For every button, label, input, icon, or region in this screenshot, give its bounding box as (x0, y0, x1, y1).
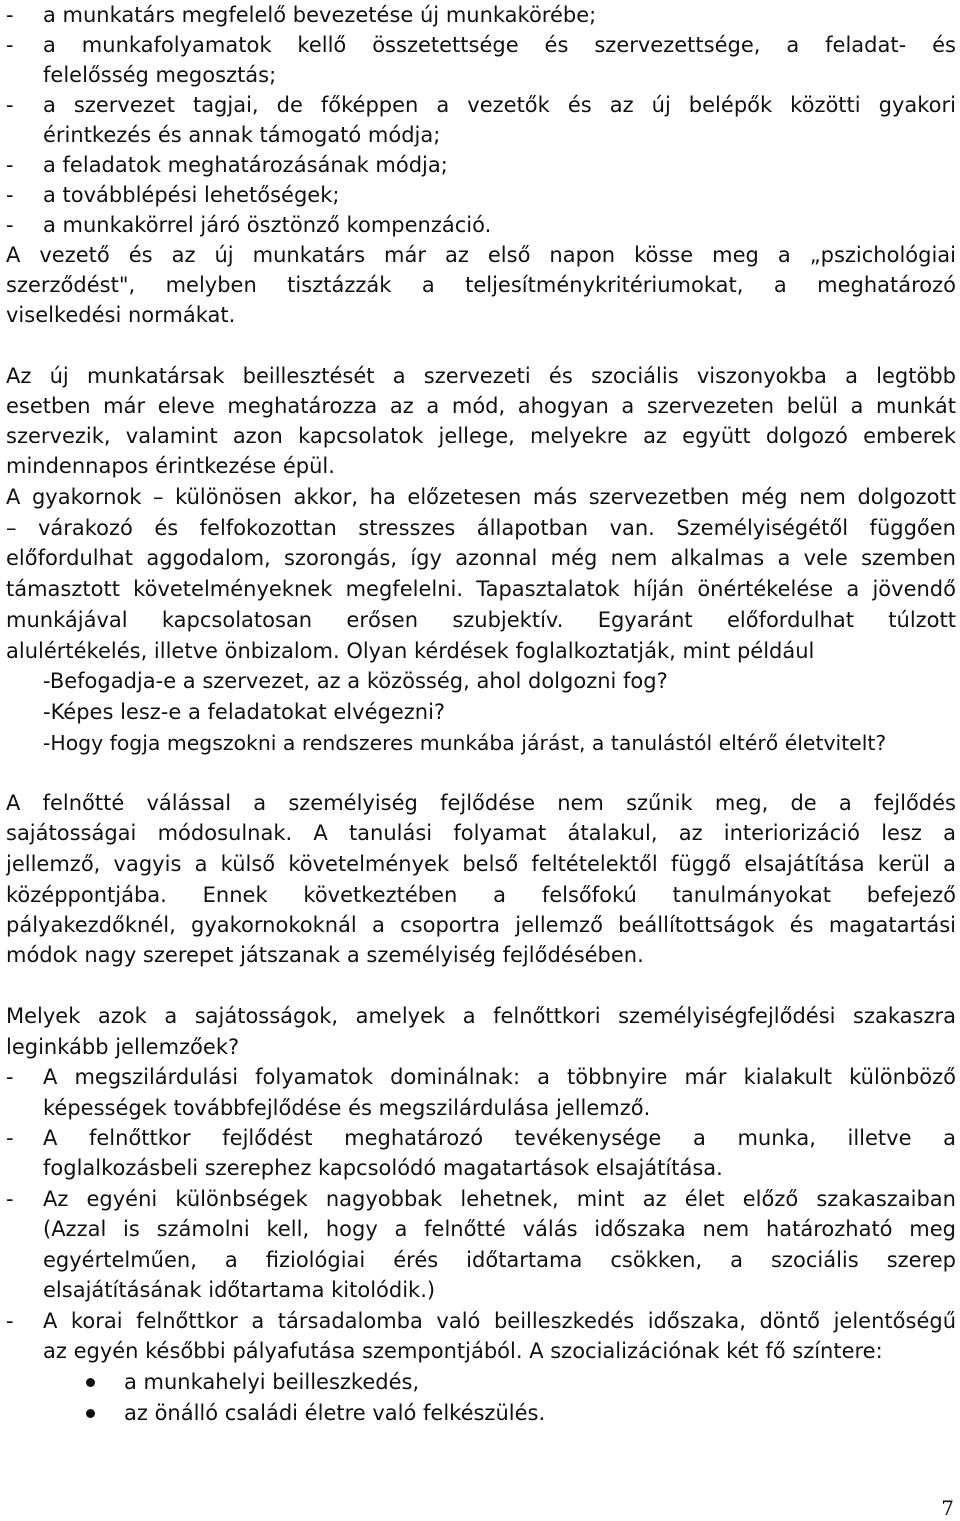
paragraph-line: leginkább jellemzőek? (6, 1035, 240, 1059)
paragraph-line: támasztott követelményeknek megfelelni. Tapasztalatok híján önértékelése a jövendő (6, 577, 956, 601)
list-item-text: A korai felnőttkor a társadalomba való beilleszkedés időszaka, döntő jelentőségű (43, 1309, 956, 1333)
paragraph-line: jellemző, vagyis a külső követelmények belső feltételektől függő elsajátítása kerül a (6, 852, 956, 876)
list-item-text: a munkafolyamatok kellő összetettsége és szervezettsége, a feladat- és (43, 33, 956, 57)
paragraph-line: – várakozó és felfokozottan stresszes állapotban van. Személyiségétől függően (6, 516, 956, 540)
paragraph-line: A felnőtté válással a személyiség fejlődése nem szűnik meg, de a fejlődés (6, 791, 956, 815)
bullet-text: az önálló családi életre való felkészülés. (124, 1401, 546, 1425)
paragraph-line: mindennapos érintkezése épül. (6, 454, 335, 478)
question-line: -Képes lesz-e a feladatokat elvégezni? (43, 700, 446, 724)
dash-marker: - (6, 1065, 14, 1089)
bullet-dot-icon (86, 1409, 95, 1418)
dash-marker: - (6, 93, 14, 117)
paragraph-line: alulértékelés, illetve önbizalom. Olyan kérdések foglalkoztatják, mint például (6, 639, 815, 663)
bullet-dot-icon (86, 1378, 95, 1387)
list-item-text: Az egyéni különbségek nagyobbak lehetnek, mint az élet előző szakaszaiban (43, 1187, 956, 1211)
paragraph-line: A vezető és az új munkatárs már az első napon kösse meg a „pszichológiai (6, 243, 956, 267)
paragraph-line: Melyek azok a sajátosságok, amelyek a felnőttkori személyiségfejlődési szakaszra (6, 1004, 956, 1028)
paragraph-line: A gyakornok – különösen akkor, ha előzetesen más szervezetben még nem dolgozott (6, 485, 956, 509)
list-item-text: képességek továbbfejlődése és megszilárdulása jellemző. (43, 1096, 651, 1120)
list-item-text: az egyén későbbi pályafutása szempontjából. A szocializációnak két fő színtere: (43, 1339, 883, 1363)
dash-marker: - (6, 3, 14, 27)
paragraph-line: Az új munkatársak beillesztését a szervezeti és szociális viszonyokba a legtöbb (6, 364, 956, 388)
dash-marker: - (6, 183, 14, 207)
list-item-text: (Azzal is számolni kell, hogy a felnőtté válás időszaka nem határozható meg (43, 1217, 956, 1241)
paragraph-line: középpontjába. Ennek következtében a felsőfokú tanulmányokat befejező (6, 883, 956, 907)
paragraph-line: pályakezdőknél, gyakornokoknál a csoportra jellemző beállítottságok és magatartási (6, 913, 956, 937)
list-item-text: érintkezés és annak támogató módja; (43, 123, 441, 147)
bullet-text: a munkahelyi beilleszkedés, (124, 1370, 420, 1394)
paragraph-line: viselkedési normákat. (6, 303, 236, 327)
list-item-text: a továbblépési lehetőségek; (43, 183, 340, 207)
list-item-text: A felnőttkor fejlődést meghatározó tevékenysége a munka, illetve a (43, 1126, 956, 1150)
list-item-text: a feladatok meghatározásának módja; (43, 153, 448, 177)
dash-marker: - (6, 1187, 14, 1211)
list-item-text: felelősség megosztás; (43, 63, 277, 87)
paragraph-line: szervezik, valamint azon kapcsolatok jellege, melyekre az együtt dolgozó emberek (6, 424, 956, 448)
list-item-text: A megszilárdulási folyamatok dominálnak: a többnyire már kialakult különböző (43, 1065, 956, 1089)
list-item-text: a munkatárs megfelelő bevezetése új munkakörébe; (43, 3, 597, 27)
question-line: -Hogy fogja megszokni a rendszeres munkába járást, a tanulástól eltérő életvitelt? (43, 731, 887, 755)
page-number: 7 (941, 1496, 954, 1520)
list-item-text: egyértelműen, a fiziológiai érés időtartama csökken, a szociális szerep (43, 1248, 956, 1272)
paragraph-line: sajátosságai módosulnak. A tanulási folyamat átalakul, az interiorizáció lesz a (6, 821, 956, 845)
list-item-text: foglalkozásbeli szerephez kapcsolódó magatartások elsajátítása. (43, 1156, 723, 1180)
paragraph-line: munkájával kapcsolatosan erősen szubjektív. Egyaránt előfordulhat túlzott (6, 608, 956, 632)
question-line: -Befogadja-e a szervezet, az a közösség, ahol dolgozni fog? (43, 669, 668, 693)
dash-marker: - (6, 153, 14, 177)
dash-marker: - (6, 1309, 14, 1333)
list-item-text: a szervezet tagjai, de főképpen a vezetők és az új belépők közötti gyakori (43, 93, 956, 117)
paragraph-line: szerződést", melyben tisztázzák a teljesítménykritériumokat, a meghatározó (6, 273, 956, 297)
dash-marker: - (6, 33, 14, 57)
paragraph-line: esetben már eleve meghatározza az a mód, ahogyan a szervezeten belül a munkát (6, 394, 956, 418)
paragraph-line: módok nagy szerepet játszanak a személyiség fejlődésében. (6, 943, 644, 967)
list-item-text: a munkakörrel járó ösztönző kompenzáció. (43, 213, 492, 237)
paragraph-line: előfordulhat aggodalom, szorongás, így azonnal még nem alkalmas a vele szemben (6, 546, 956, 570)
dash-marker: - (6, 213, 14, 237)
list-item-text: elsajátításának időtartama kitolódik.) (43, 1278, 436, 1302)
dash-marker: - (6, 1126, 14, 1150)
